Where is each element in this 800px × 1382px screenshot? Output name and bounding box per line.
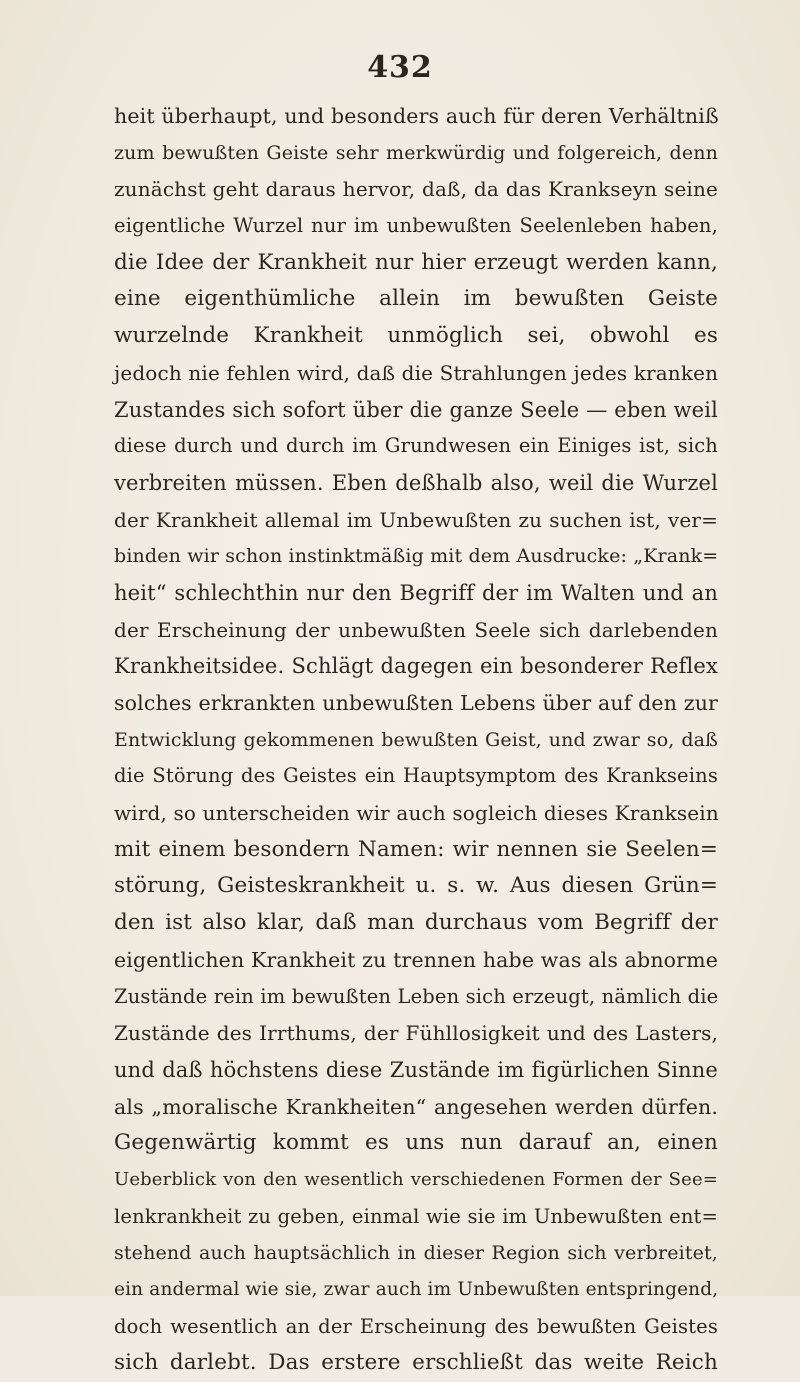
text-line: verbreiten müssen. Eben deßhalb also, weil die Wurzel: [114, 470, 718, 495]
text-line: Ueberblick von den wesentlich verschiedenen Formen der See=: [114, 1168, 718, 1190]
text-line: lenkrankheit zu geben, einmal wie sie im Unbewußten ent=: [114, 1204, 718, 1228]
text-line: den ist also klar, daß man durchaus vom Begriff der: [114, 910, 718, 936]
text-line: mit einem besondern Namen: wir nennen sie Seelen=: [114, 836, 718, 862]
text-line: zum bewußten Geiste sehr merkwürdig und folgereich, denn: [114, 141, 718, 164]
text-line: der Krankheit allemal im Unbewußten zu suchen ist, ver=: [114, 507, 718, 532]
text-line: eigentlichen Krankheit zu trennen habe was als abnorme: [114, 947, 718, 972]
text-line: Zustände rein im bewußten Leben sich erzeugt, nämlich die: [114, 984, 719, 1008]
text-line: zunächst geht daraus hervor, daß, da das Krankseyn seine: [114, 177, 718, 202]
text-line: heit“ schlechthin nur den Begriff der im Walten und an: [114, 580, 718, 605]
body-text: [114, 98, 718, 1382]
text-line: Entwicklung gekommenen bewußten Geist, und zwar so, daß: [114, 728, 718, 751]
text-line: diese durch und durch im Grundwesen ein Einiges ist, sich: [114, 434, 718, 458]
text-line: störung, Geisteskrankheit u. s. w. Aus diesen Grün=: [114, 873, 718, 899]
text-line: heit überhaupt, und besonders auch für deren Verhältniß: [114, 104, 719, 128]
text-line: eine eigenthümliche allein im bewußten Geiste: [114, 286, 718, 312]
text-line: solches erkrankten unbewußten Lebens über auf den zur: [114, 691, 718, 715]
text-line: sich darlebt. Das erstere erschließt das weite Reich: [114, 1350, 718, 1376]
text-line: jedoch nie fehlen wird, daß die Strahlungen jedes kranken: [114, 360, 719, 385]
text-line: Zustände des Irrthums, der Fühllosigkeit und des Lasters,: [114, 1021, 718, 1046]
text-line: der Erscheinung der unbewußten Seele sich darlebenden: [114, 617, 718, 642]
text-line: als „moralische Krankheiten“ angesehen werden dürfen.: [114, 1094, 718, 1119]
text-line: Zustandes sich sofort über die ganze Seele — eben weil: [114, 397, 718, 422]
text-line: binden wir schon instinktmäßig mit dem Ausdrucke: „Krank=: [114, 545, 719, 568]
text-line: stehend auch hauptsächlich in dieser Region sich verbreitet,: [114, 1242, 718, 1265]
text-line: wurzelnde Krankheit unmöglich sei, obwohl es: [114, 323, 718, 349]
text-line: ein andermal wie sie, zwar auch im Unbewußten entspringend,: [114, 1279, 719, 1300]
text-line: Gegenwärtig kommt es uns nun darauf an, einen: [114, 1130, 718, 1156]
text-line: eigentliche Wurzel nur im unbewußten Seelenleben haben,: [114, 214, 718, 238]
text-line: wird, so unterscheiden wir auch sogleich dieses Kranksein: [114, 801, 719, 826]
text-line: Krankheitsidee. Schlägt dagegen ein besonderer Reflex: [114, 654, 718, 679]
text-line: doch wesentlich an der Erscheinung des bewußten Geistes: [114, 1314, 718, 1338]
text-line: und daß höchstens diese Zustände im figürlichen Sinne: [114, 1057, 718, 1082]
text-line: die Störung des Geistes ein Hauptsymptom des Krankseins: [114, 764, 718, 788]
page-number: 432: [367, 50, 433, 85]
text-line: die Idee der Krankheit nur hier erzeugt werden kann,: [114, 249, 718, 275]
